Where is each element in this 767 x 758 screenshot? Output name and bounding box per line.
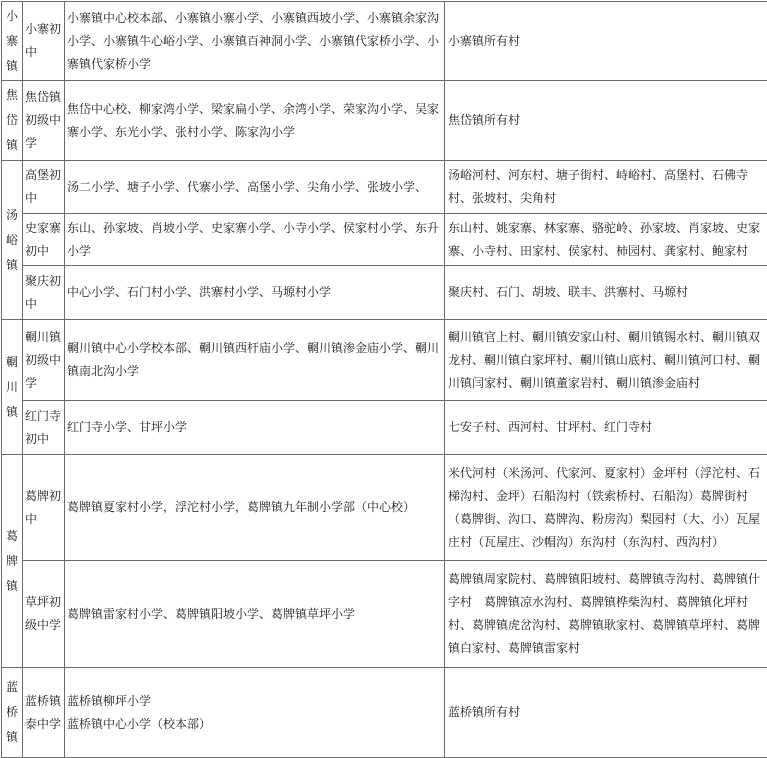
villages-cell: 东山村、姚家寨、林家寨、骆驼岭、孙家坡、肖家坡、史家寨、小寺村、田家村、侯家村、柿园村、龚家村、鲍家村: [445, 214, 767, 266]
primary-schools-cell: 焦岱中心校、柳家湾小学、梁家扁小学、余湾小学、荣家沟小学、吴家寨小学、东光小学、张村小学、陈家沟小学: [65, 81, 445, 161]
primary-schools-cell: 东山、孙家坡、肖坡小学、史家寨小学、小寺小学、侯家村小学、东升小学: [65, 214, 445, 266]
middle-school-cell: 史家寨初中: [23, 214, 65, 266]
primary-schools-cell: [65, 668, 445, 758]
table-row: [2, 161, 767, 214]
villages-cell: 小寨镇所有村: [445, 2, 767, 81]
table-row: [2, 455, 767, 561]
middle-school-cell: 红门寺初中: [23, 401, 65, 455]
primary-school-line: 蓝桥镇柳坪小学: [67, 693, 152, 708]
middle-school-cell: 焦岱镇初级中学: [23, 81, 65, 161]
villages-cell: 聚庆村、石门、胡坡、联丰、洪寨村、马塬村: [445, 266, 767, 320]
middle-school-cell: 蓝桥镇泰中学: [23, 668, 65, 758]
middle-school-cell: 輞川镇初级中学: [23, 320, 65, 401]
primary-schools-cell: 葛牌镇夏家村小学，浮沱村小学，葛牌镇九年制小学部（中心校）: [65, 455, 445, 561]
table-row: [2, 320, 767, 401]
villages-cell: 蓝桥镇所有村: [445, 668, 767, 758]
primary-schools-cell: 輞川镇中心小学校本部、輞川镇西杆庙小学、輞川镇渗金庙小学、輞川镇南北沟小学: [65, 320, 445, 401]
primary-schools-cell: 红门寺小学、甘坪小学: [65, 401, 445, 455]
primary-schools-cell: 葛牌镇雷家村小学、葛牌镇阳坡小学、葛牌镇草坪小学: [65, 561, 445, 668]
town-cell: 焦岱镇: [2, 81, 23, 161]
middle-school-cell: 小寨初中: [23, 2, 65, 81]
villages-cell: 葛牌镇周家院村、葛牌镇阳坡村、葛牌镇寺沟村、葛牌镇什字村 葛牌镇凉水沟村、葛牌镇桦柴沟村、葛牌镇化坪村村、葛牌镇虎岔沟村、葛牌镇耿家村、葛牌镇草坪村、葛牌镇白家村、葛牌镇雷家村: [445, 561, 767, 668]
primary-schools-cell: 汤二小学、塘子小学、代寨小学、高堡小学、尖角小学、张坡小学、: [65, 161, 445, 214]
town-cell: 輞川镇: [2, 320, 23, 455]
town-cell: 蓝桥镇: [2, 668, 23, 758]
table-row: [2, 668, 767, 758]
table-row: [2, 561, 767, 668]
primary-schools-cell: 中心小学、石门村小学、洪寨村小学、马塬村小学: [65, 266, 445, 320]
primary-schools-cell: 小寨镇中心校本部、小寨镇小寨小学、小寨镇西坡小学、小寨镇余家沟小学、小寨镇牛心峪小学、小寨镇百神洞小学、小寨镇代家桥小学、小寨镇代家桥小学: [65, 2, 445, 81]
villages-cell: 米代河村（米汤河、代家河、夏家村）金坪村（浮沱村、石梯沟村、金坪）石船沟村（铁索桥村、石船沟）葛牌街村（葛牌街、沟口、葛牌沟、粉房沟）梨园村（大、小）瓦屋庄村（瓦屋庄、沙帽沟）东沟村（东沟村、西沟村）: [445, 455, 767, 561]
villages-cell: 輞川镇官上村、輞川镇安家山村、輞川镇锡水村、輞川镇双龙村、輞川镇白家坪村、輞川镇山底村、輞川镇河口村、輞川镇闫家村、輞川镇董家岩村、輞川镇渗金庙村: [445, 320, 767, 401]
table-row: [2, 81, 767, 161]
table-row: [2, 214, 767, 266]
primary-school-line: 蓝桥镇中心小学（校本部）: [67, 716, 212, 731]
table-row: [2, 266, 767, 320]
table-row: [2, 401, 767, 455]
town-cell: 汤峪镇: [2, 161, 23, 320]
middle-school-cell: 葛牌初中: [23, 455, 65, 561]
table-row: [2, 2, 767, 81]
middle-school-cell: 聚庆初中: [23, 266, 65, 320]
town-cell: 小寨镇: [2, 2, 23, 81]
villages-cell: 七安子村、西河村、甘坪村、红门寺村: [445, 401, 767, 455]
villages-cell: 焦岱镇所有村: [445, 81, 767, 161]
middle-school-cell: 高堡初中: [23, 161, 65, 214]
middle-school-cell: 草坪初级中学: [23, 561, 65, 668]
town-cell: 葛牌镇: [2, 455, 23, 668]
villages-cell: 汤峪河村、河东村、塘子街村、峙峪村、高堡村、石佛寺村、张坡村、尖角村: [445, 161, 767, 214]
school-district-table: [1, 1, 767, 758]
